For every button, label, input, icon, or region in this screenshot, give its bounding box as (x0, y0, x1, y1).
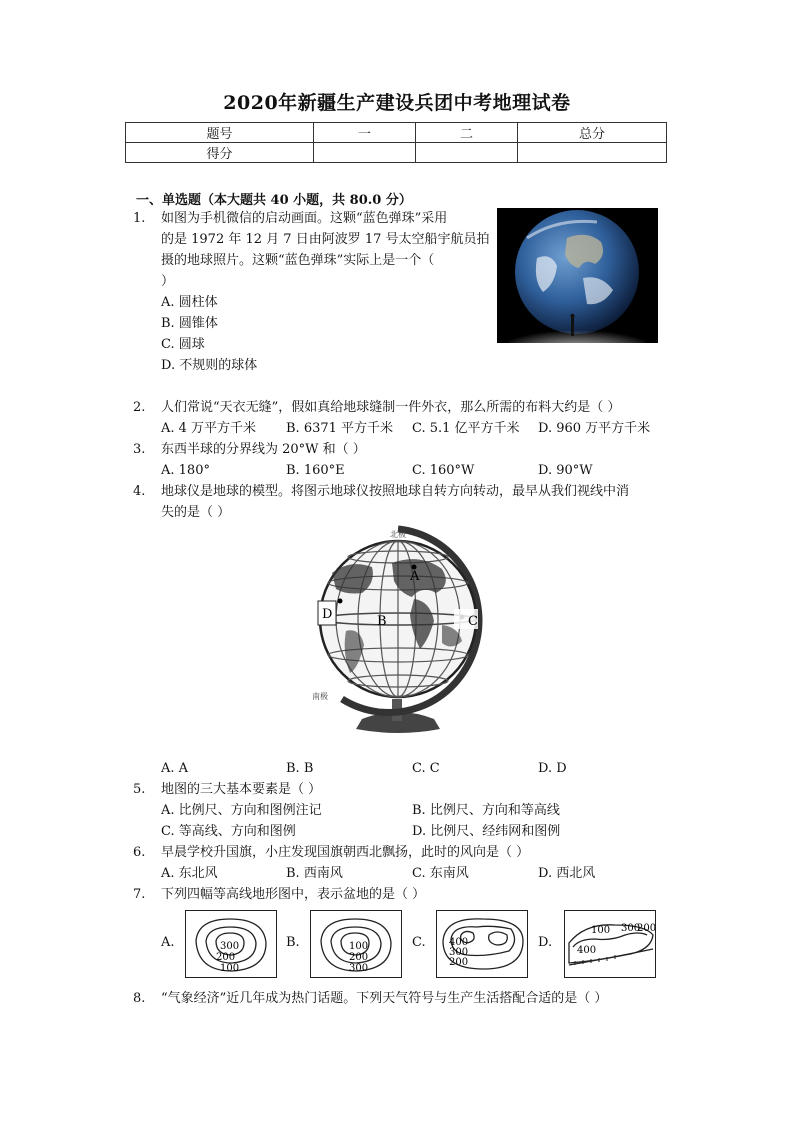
option-c: C. 160°W (412, 463, 475, 478)
option-d: D. 比例尺、经纬网和图例 (412, 824, 561, 839)
question-text: 摄的地球照片。这颗“蓝色弹珠”实际上是一个（ (161, 253, 435, 268)
question-number: 3. (133, 442, 146, 457)
question-text: 早晨学校升国旗，小庄发现国旗朝西北飘扬，此时的风向是（ ） (161, 845, 530, 860)
question-number: 6. (133, 845, 146, 860)
score-table (125, 122, 667, 163)
option-b: B. 西南风 (286, 866, 343, 881)
question-text: 东西半球的分界线为 20°W 和（ ） (161, 442, 366, 457)
table-cell (518, 143, 667, 163)
table-row (126, 143, 667, 163)
contour-value: 100 (591, 925, 611, 936)
option-c: C. 5.1 亿平方千米 (412, 421, 520, 436)
option-c: C. 等高线、方向和图例 (161, 824, 296, 839)
globe-label-north: 北极 (390, 530, 406, 539)
question-text: 人们常说“天衣无缝”，假如真给地球缝制一件外衣，那么所需的布料大约是（ ） (161, 400, 621, 415)
contour-value: 400 (449, 937, 469, 948)
option-c: C. C (412, 761, 440, 776)
contour-value: 300 (220, 941, 240, 952)
page-title: 2020年新疆生产建设兵团中考地理试卷 (223, 92, 571, 114)
option-c: C. 圆球 (161, 337, 205, 352)
question-text: 失的是（ ） (161, 505, 231, 520)
option-a: A. 东北风 (161, 866, 218, 881)
globe-label-d: D (322, 607, 333, 622)
contour-value: 200 (637, 923, 655, 934)
contour-value: 300 (621, 923, 641, 934)
table-cell: 二 (416, 123, 518, 143)
question-number: 5. (133, 782, 146, 797)
earth-photo (497, 208, 658, 343)
table-cell (416, 143, 518, 163)
option-a: A. 180° (161, 463, 210, 478)
contour-label-b: B. (286, 935, 300, 950)
option-a: A. 比例尺、方向和图例注记 (161, 803, 322, 818)
question-number: 7. (133, 887, 146, 902)
contour-value: 300 (349, 963, 369, 974)
contour-value: 200 (449, 957, 469, 968)
option-d: D. 不规则的球体 (161, 358, 258, 373)
table-row (126, 123, 667, 143)
table-cell: 一 (314, 123, 416, 143)
question-text: 的是 1972 年 12 月 7 日由阿波罗 17 号太空船宇航员拍 (161, 232, 490, 247)
question-text: 地球仪是地球的模型。将图示地球仪按照地球自转方向转动，最早从我们视线中消 (161, 484, 630, 499)
question-text: 下列四幅等高线地形图中，表示盆地的是（ ） (161, 887, 426, 902)
contour-map-d (564, 910, 656, 978)
table-cell: 得分 (126, 143, 314, 163)
question-number: 2. (133, 400, 146, 415)
question-number: 8. (133, 991, 146, 1006)
contour-value: 400 (577, 945, 597, 956)
table-cell: 总分 (518, 123, 667, 143)
option-b: B. 160°E (286, 463, 345, 478)
contour-map-b (310, 910, 402, 978)
option-b: B. 圆锥体 (161, 316, 218, 331)
contour-map-a (185, 910, 277, 978)
table-cell (314, 143, 416, 163)
contour-label-a: A. (161, 935, 175, 950)
contour-label-c: C. (412, 935, 426, 950)
globe-label-c: C (468, 614, 478, 629)
contour-value: 100 (220, 963, 240, 974)
globe-label-south: 南极 (312, 692, 328, 701)
contour-label-d: D. (538, 935, 553, 950)
option-b: B. B (286, 761, 314, 776)
option-b: B. 比例尺、方向和等高线 (412, 803, 560, 818)
option-d: D. 西北风 (538, 866, 596, 881)
table-cell: 题号 (126, 123, 314, 143)
option-a: A. A (161, 761, 189, 776)
contour-value: 300 (449, 947, 469, 958)
option-d: D. 960 万平方千米 (538, 421, 651, 436)
question-number: 4. (133, 484, 146, 499)
option-d: D. 90°W (538, 463, 593, 478)
globe-diagram (302, 523, 494, 737)
globe-label-b: B (377, 614, 387, 629)
contour-map-c (436, 910, 528, 978)
contour-value: 200 (216, 952, 236, 963)
question-text: “气象经济”近几年成为热门话题。下列天气符号与生产生活搭配合适的是（ ） (161, 991, 608, 1006)
question-text: 地图的三大基本要素是（ ） (161, 782, 322, 797)
option-a: A. 圆柱体 (161, 295, 218, 310)
question-number: 1. (133, 211, 146, 226)
contour-value: 200 (349, 952, 369, 963)
question-text: ） (161, 274, 175, 289)
globe-label-a: A (410, 569, 420, 584)
question-text: 如图为手机微信的启动画面。这颗“蓝色弹珠”采用 (161, 211, 448, 226)
option-c: C. 东南风 (412, 866, 469, 881)
section-heading: 一、单选题（本大题共 40 小题，共 80.0 分） (136, 193, 412, 208)
contour-value: 100 (349, 941, 369, 952)
option-b: B. 6371 平方千米 (286, 421, 394, 436)
option-a: A. 4 万平方千米 (161, 421, 257, 436)
option-d: D. D (538, 761, 567, 776)
